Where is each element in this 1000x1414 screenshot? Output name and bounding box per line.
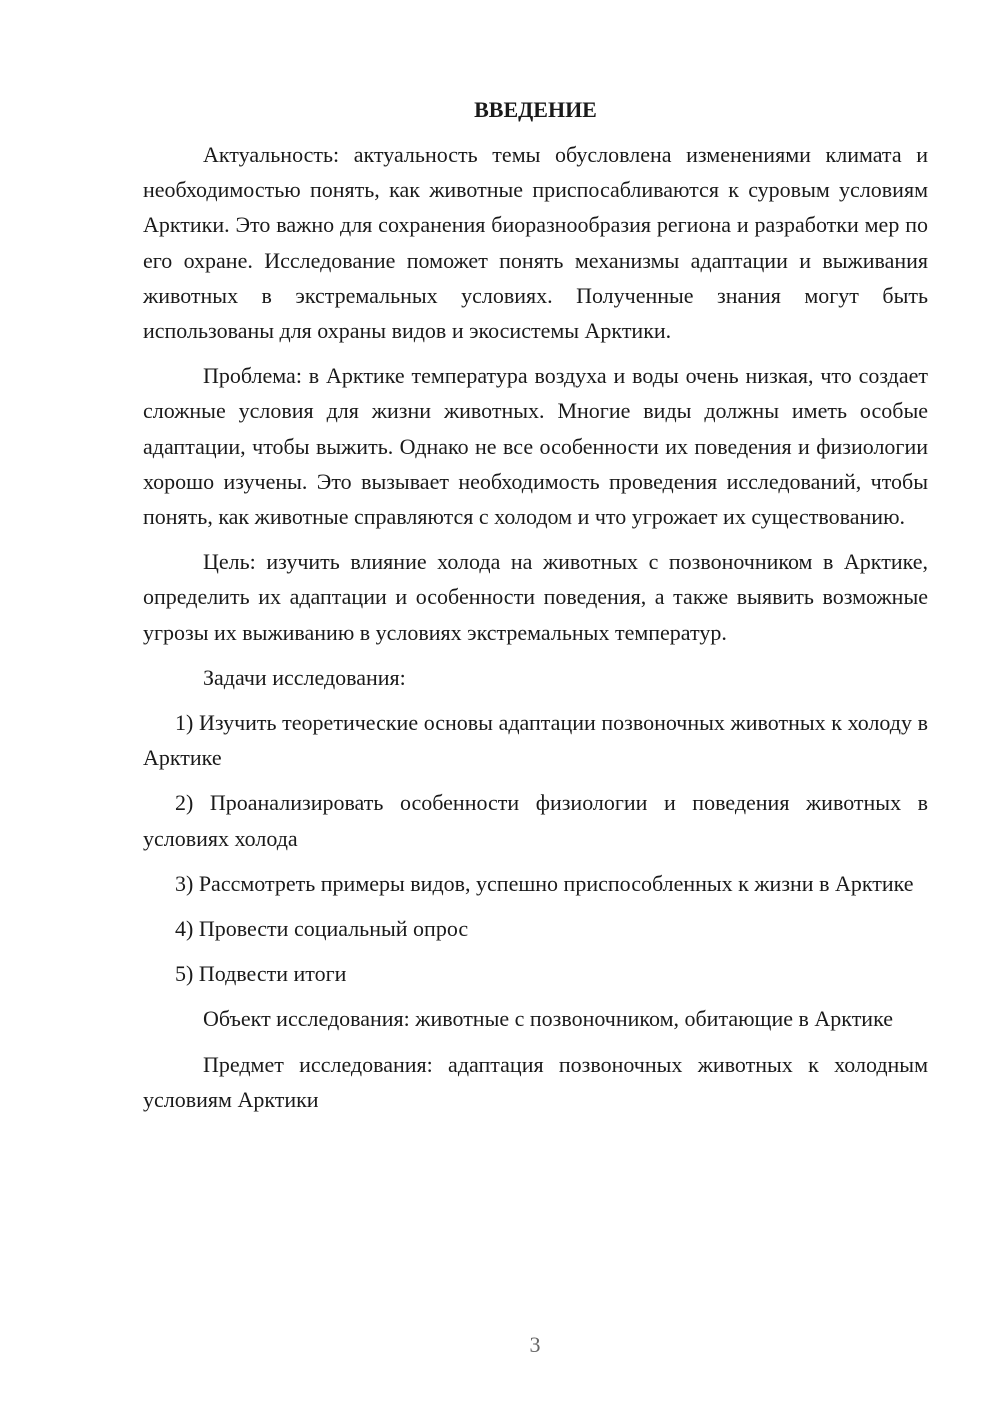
subject-paragraph: Предмет исследования: адаптация позвоночных животных к холодным условиям Арктики (143, 1051, 928, 1112)
task-item: 1) Изучить теоретические основы адаптации позвоночных животных к холоду в Арктике (143, 710, 928, 771)
object-paragraph: Объект исследования: животные с позвоночником, обитающие в Арктике (203, 1006, 893, 1032)
tasks-title: Задачи исследования: (203, 664, 406, 690)
document-page (143, 92, 928, 1127)
page-number: 3 (529, 1332, 541, 1357)
problem-paragraph: Проблема: в Арктике температура воздуха и воды очень низкая, что создает сложные условия для жизни животных. Многие виды должны иметь особые адаптации, чтобы выжить. Однако не все особенности их поведения и физиологии хорошо изучены. Это вызывает необходимость проведения исследований, чтобы понять, как животные справляются с холодом и что угрожает их существованию. (143, 363, 928, 530)
task-item: 5) Подвести итоги (175, 961, 347, 987)
task-item: 4) Провести социальный опрос (175, 916, 469, 942)
section-heading: ВВЕДЕНИЕ (474, 97, 597, 122)
task-item: 2) Проанализировать особенности физиологии и поведения животных в условиях холода (143, 790, 928, 851)
goal-paragraph: Цель: изучить влияние холода на животных с позвоночником в Арктике, определить их адаптации и особенности поведения, а также выявить возможные угрозы их выживанию в условиях экстремальных температур. (143, 549, 928, 645)
relevance-paragraph: Актуальность: актуальность темы обусловлена изменениями климата и необходимостью понять, как животные приспосабливаются к суровым условиям Арктики. Это важно для сохранения биоразнообразия региона и разработки мер по его охране. Исследование поможет понять механизмы адаптации и выживания животных в экстремальных условиях. Полученные знания могут быть использованы для охраны видов и экосистемы Арктики. (143, 142, 928, 344)
task-item: 3) Рассмотреть примеры видов, успешно приспособленных к жизни в Арктике (175, 870, 914, 896)
